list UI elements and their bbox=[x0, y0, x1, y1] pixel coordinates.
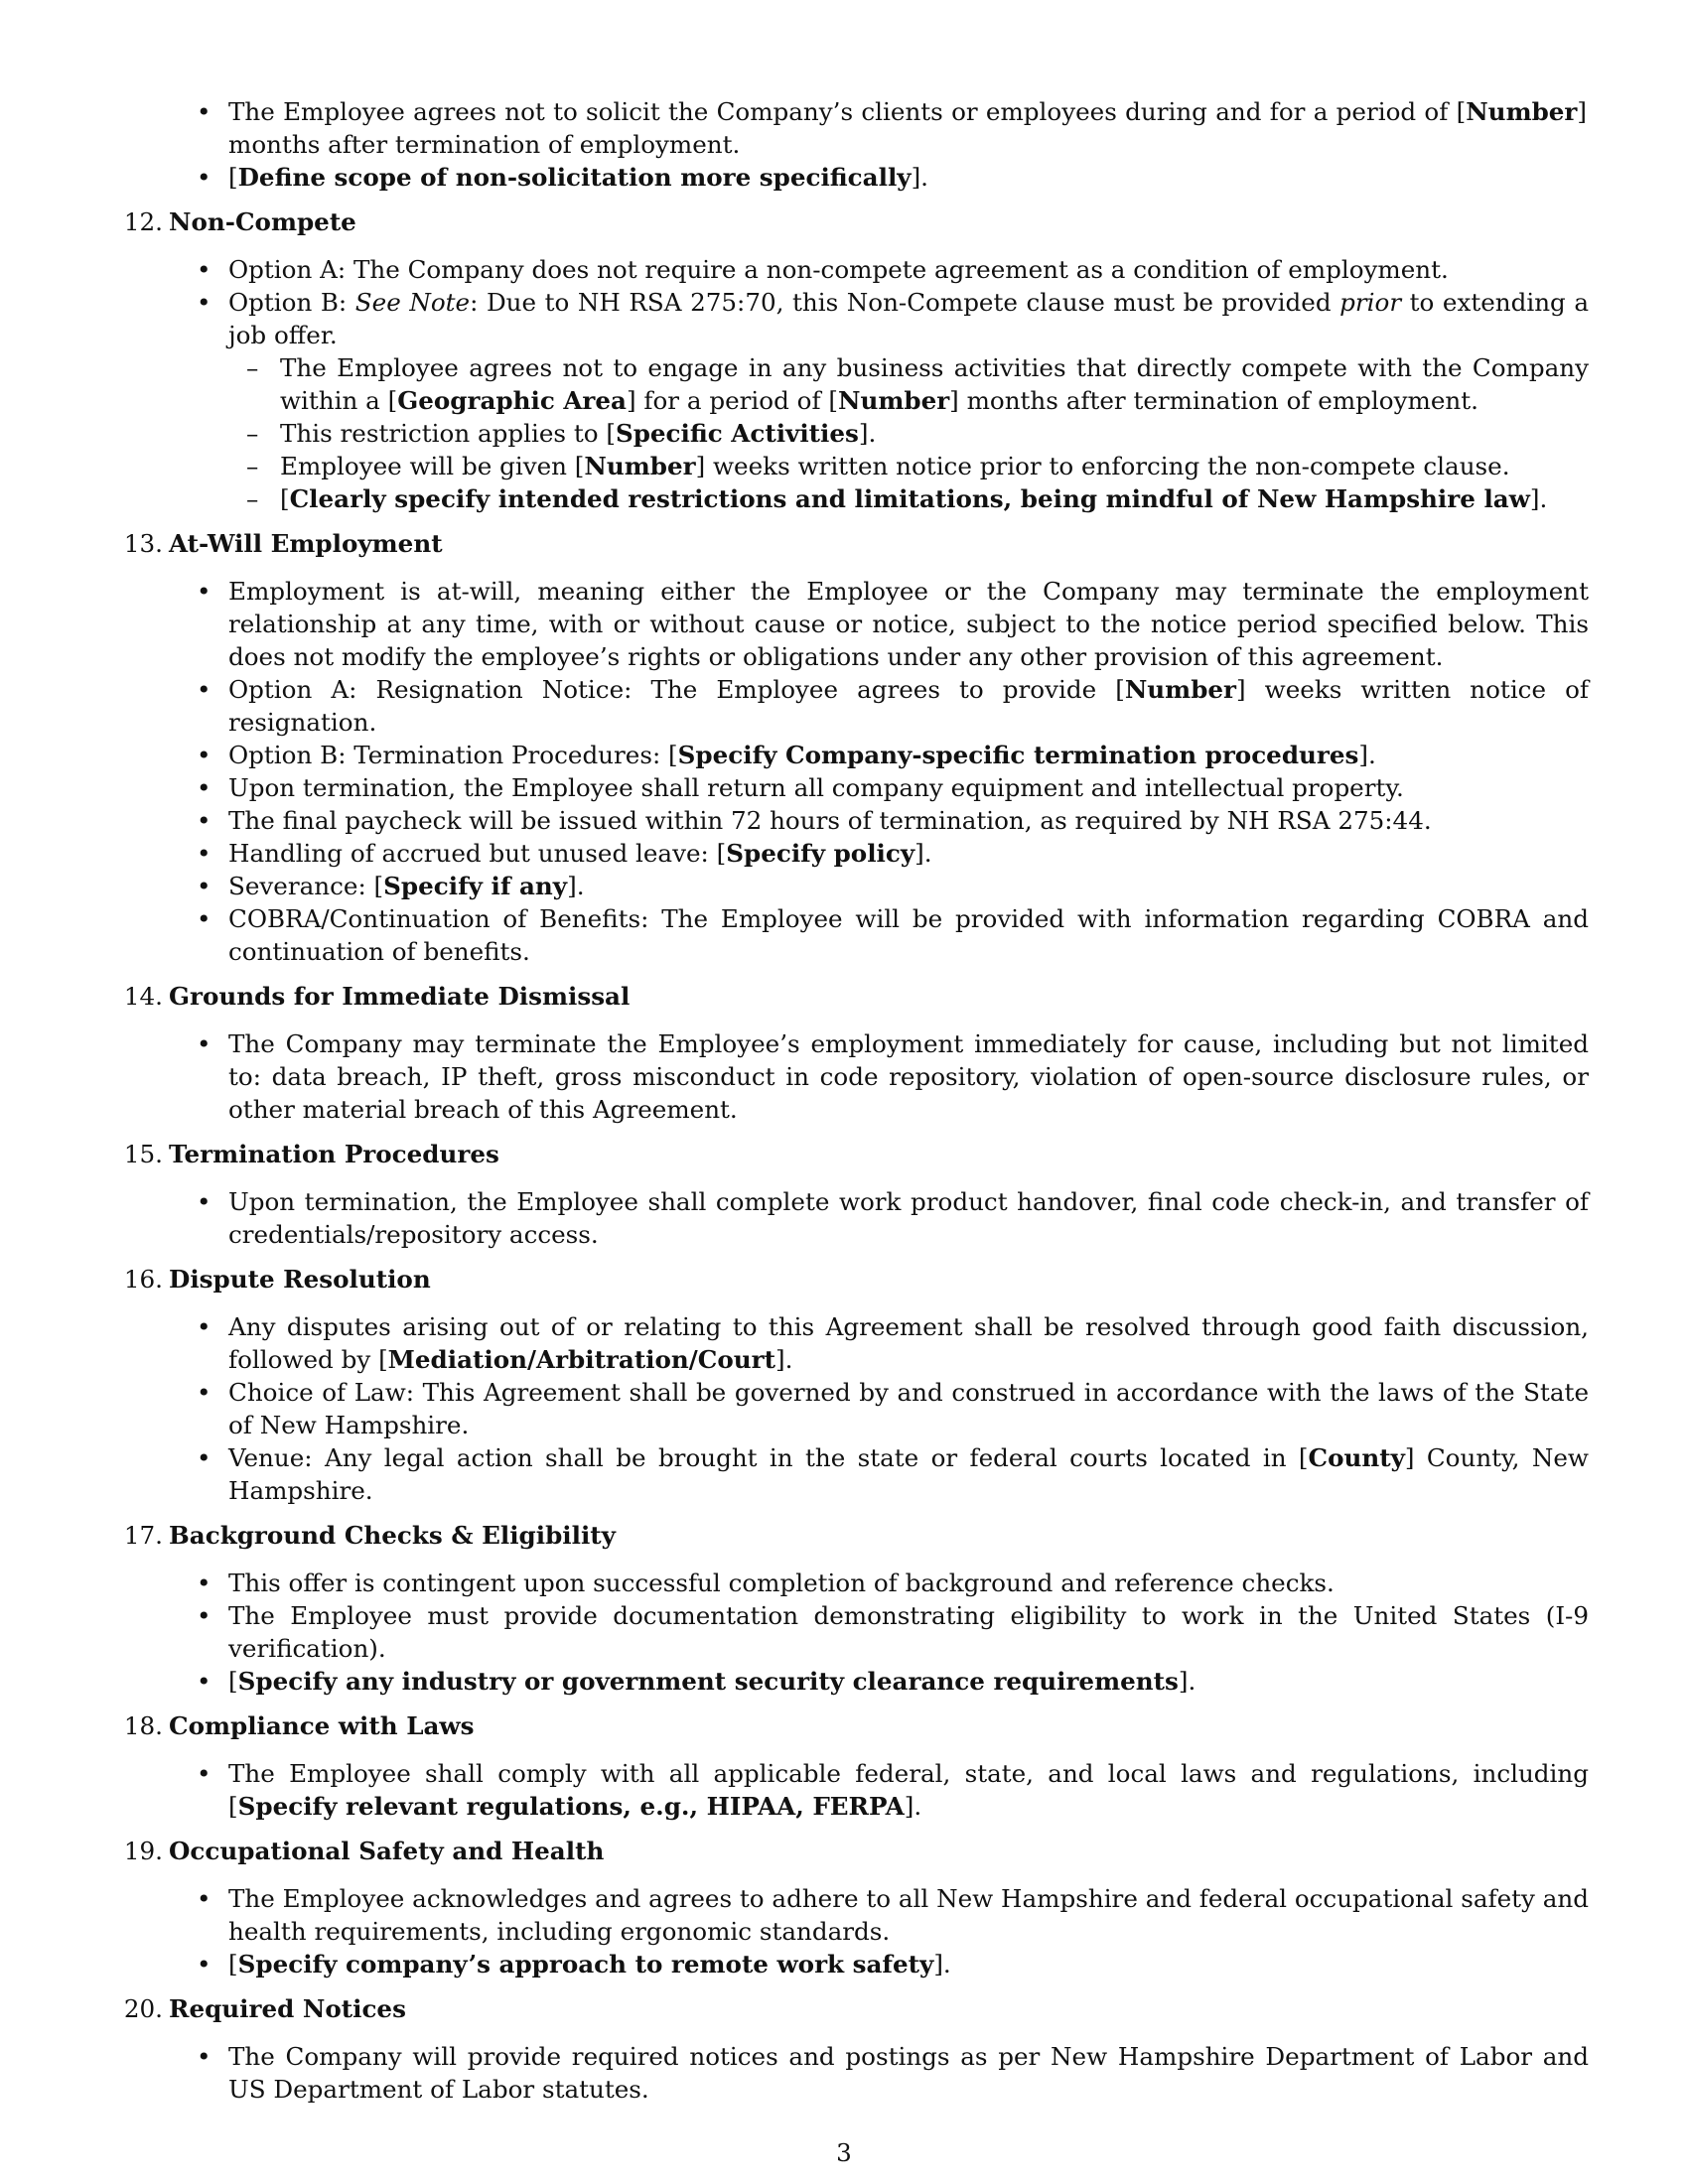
section-17 bbox=[119, 1519, 1589, 1698]
section-number: 14 . bbox=[115, 980, 163, 1013]
bullet-item bbox=[119, 1310, 1589, 1376]
emphasis-text: See Note bbox=[354, 288, 471, 317]
text-run: [ bbox=[228, 1950, 238, 1979]
placeholder-field: Number bbox=[1124, 675, 1236, 704]
bullet-list bbox=[119, 1882, 1589, 1980]
text-run: ]. bbox=[1178, 1667, 1196, 1696]
text-run: Employee will be given [ bbox=[280, 452, 585, 480]
text-run: The Employee agrees not to engage in any business activities that directly compete with the Company within a [ bbox=[280, 353, 1589, 415]
placeholder-field: Number bbox=[584, 452, 696, 480]
section-19 bbox=[119, 1835, 1589, 1980]
bullet-item bbox=[119, 1665, 1589, 1698]
text-run: ]. bbox=[774, 1345, 793, 1374]
text-run: Handling of accrued but unused leave: [ bbox=[228, 839, 727, 868]
section-title: Background Checks & Eligibility bbox=[169, 1521, 616, 1550]
text-run: ] for a period of [ bbox=[626, 386, 838, 415]
bullet-item bbox=[119, 771, 1589, 804]
text-run: ] weeks written notice prior to enforcing the non-compete clause. bbox=[695, 452, 1510, 480]
bullet-item bbox=[119, 1441, 1589, 1507]
section-title: Required Notices bbox=[169, 1994, 406, 2023]
text-run: ] County, New Hampshire. bbox=[228, 1443, 1589, 1505]
placeholder-field: Mediation/Arbitration/Court bbox=[387, 1345, 775, 1374]
text-run: ] weeks written notice of resignation. bbox=[228, 675, 1589, 737]
bullet-list bbox=[119, 1185, 1589, 1251]
section-container bbox=[119, 205, 1589, 2106]
bullet-list bbox=[119, 575, 1589, 968]
placeholder-field: Specify Company-specific termination procedures bbox=[677, 741, 1359, 769]
section-heading bbox=[119, 1519, 1589, 1552]
placeholder-field: Specify policy bbox=[726, 839, 915, 868]
bullet-list bbox=[119, 1757, 1589, 1823]
non-solicitation-list bbox=[119, 95, 1589, 194]
text-run: Option A: The Company does not require a non-compete agreement as a condition of employment. bbox=[228, 255, 1449, 284]
text-run: [ bbox=[228, 163, 238, 192]
section-14 bbox=[119, 980, 1589, 1126]
sub-item bbox=[228, 482, 1589, 515]
bullet-list bbox=[119, 1310, 1589, 1507]
emphasis-text: prior bbox=[1339, 288, 1402, 317]
text-run: ]. bbox=[567, 872, 585, 900]
bullet-item bbox=[119, 804, 1589, 837]
bullet-item bbox=[119, 286, 1589, 515]
text-run: The final paycheck will be issued within 72 hours of termination, as required by NH RSA 275:44. bbox=[228, 806, 1432, 835]
document-body bbox=[119, 95, 1589, 2106]
bullet-item bbox=[119, 161, 1587, 194]
text-run: The Employee must provide documentation demonstrating eligibility to work in the United States (I-9 verification). bbox=[228, 1601, 1589, 1663]
text-run: The Company may terminate the Employee’s employment immediately for cause, including but not limited to: data breach, IP theft, gross misconduct in code repository, violation of open-source disclosure rules, or other material breach of this Agreement. bbox=[228, 1029, 1589, 1124]
bullet-item bbox=[119, 870, 1589, 902]
bullet-list bbox=[119, 253, 1589, 515]
section-title: Occupational Safety and Health bbox=[169, 1837, 605, 1865]
text-run: Employment is at-will, meaning either the Employee or the Company may terminate the employment relationship at any time, with or without cause or notice, subject to the notice period specified below. This does not modify the employee’s rights or obligations under any other provision of this agreement. bbox=[228, 577, 1589, 671]
section-number: 17 . bbox=[115, 1519, 163, 1552]
bullet-item bbox=[119, 673, 1589, 739]
text-run: ]. bbox=[911, 163, 928, 192]
bullet-item bbox=[119, 1376, 1589, 1441]
section-number: 18 . bbox=[115, 1709, 163, 1742]
placeholder-field: Number bbox=[1466, 97, 1578, 126]
text-run: The Employee shall comply with all applicable federal, state, and local laws and regulations, including [ bbox=[228, 1759, 1589, 1821]
section-title: Compliance with Laws bbox=[169, 1711, 475, 1740]
text-run: COBRA/Continuation of Benefits: The Employee will be provided with information regarding COBRA and continuation of benefits. bbox=[228, 904, 1589, 966]
section-number: 20 . bbox=[115, 1992, 163, 2025]
text-run: Any disputes arising out of or relating to this Agreement shall be resolved through good faith discussion, followed by [ bbox=[228, 1312, 1589, 1374]
text-run: ]. bbox=[1358, 741, 1376, 769]
text-run: Option A: Resignation Notice: The Employee agrees to provide [ bbox=[228, 675, 1125, 704]
text-run: This restriction applies to [ bbox=[280, 419, 616, 448]
text-run: This offer is contingent upon successful completion of background and reference checks. bbox=[228, 1569, 1335, 1597]
section-12 bbox=[119, 205, 1589, 515]
text-run: Option B: bbox=[228, 288, 355, 317]
bullet-item bbox=[119, 1185, 1589, 1251]
section-number: 15 . bbox=[115, 1138, 163, 1170]
section-title: Non-Compete bbox=[169, 207, 356, 236]
text-run: ]. bbox=[914, 839, 932, 868]
bullet-item bbox=[119, 1882, 1589, 1948]
text-run: Venue: Any legal action shall be brought in the state or federal courts located in [ bbox=[228, 1443, 1309, 1472]
bullet-list bbox=[119, 1567, 1589, 1698]
text-run: Choice of Law: This Agreement shall be governed by and construed in accordance with the laws of the State of New Hampshire. bbox=[228, 1378, 1589, 1439]
bullet-item bbox=[119, 575, 1589, 673]
text-run: Upon termination, the Employee shall return all company equipment and intellectual property. bbox=[228, 773, 1404, 802]
bullet-item bbox=[119, 1027, 1589, 1126]
placeholder-field: Geographic Area bbox=[397, 386, 627, 415]
text-run: : Due to NH RSA 275:70, this Non-Compete clause must be provided bbox=[470, 288, 1340, 317]
sub-list bbox=[228, 351, 1589, 515]
text-run: ] months after termination of employment. bbox=[228, 97, 1587, 159]
section-heading bbox=[119, 1138, 1589, 1170]
placeholder-field: Specify relevant regulations, e.g., HIPAA, FERPA bbox=[237, 1792, 905, 1821]
sub-item bbox=[228, 351, 1589, 417]
placeholder-field: Specify any industry or government security clearance requirements bbox=[237, 1667, 1179, 1696]
text-run: Severance: [ bbox=[228, 872, 384, 900]
section-number: 12 . bbox=[115, 205, 163, 238]
bullet-item bbox=[119, 739, 1589, 771]
section-title: Termination Procedures bbox=[169, 1140, 499, 1168]
bullet-list bbox=[119, 1027, 1589, 1126]
section-title: Dispute Resolution bbox=[169, 1265, 431, 1294]
bullet-item bbox=[119, 1757, 1589, 1823]
bullet-item bbox=[119, 2040, 1589, 2106]
text-run: [ bbox=[228, 1667, 238, 1696]
text-run: to extending a job offer. bbox=[228, 288, 1590, 349]
text-run: Upon termination, the Employee shall complete work product handover, final code check-in, and transfer of credentials/repository access. bbox=[228, 1187, 1589, 1249]
section-15 bbox=[119, 1138, 1589, 1251]
section-number: 19 . bbox=[115, 1835, 163, 1867]
placeholder-field: Specific Activities bbox=[615, 419, 859, 448]
bullet-item bbox=[119, 95, 1587, 161]
section-20 bbox=[119, 1992, 1589, 2106]
section-heading bbox=[119, 1835, 1589, 1867]
text-run: ]. bbox=[858, 419, 877, 448]
bullet-item bbox=[119, 1567, 1589, 1599]
section-heading bbox=[119, 205, 1589, 238]
bullet-item bbox=[119, 837, 1589, 870]
sub-item bbox=[228, 417, 1589, 450]
bullet-item bbox=[119, 1948, 1589, 1980]
placeholder-field: Number bbox=[837, 386, 950, 415]
text-run: ]. bbox=[933, 1950, 951, 1979]
section-title: At-Will Employment bbox=[169, 529, 443, 558]
placeholder-field: Define scope of non-solicitation more specifically bbox=[237, 163, 912, 192]
section-heading bbox=[119, 527, 1589, 560]
bullet-item bbox=[119, 1599, 1589, 1665]
placeholder-field: Clearly specify intended restrictions and limitations, being mindful of New Hampshire law bbox=[289, 484, 1530, 513]
text-run: ] months after termination of employment. bbox=[949, 386, 1478, 415]
text-run: The Employee acknowledges and agrees to adhere to all New Hampshire and federal occupational safety and health requirements, including ergonomic standards. bbox=[228, 1884, 1589, 1946]
section-heading bbox=[119, 1263, 1589, 1296]
placeholder-field: Specify company’s approach to remote work safety bbox=[237, 1950, 934, 1979]
sub-item bbox=[228, 450, 1589, 482]
section-title: Grounds for Immediate Dismissal bbox=[169, 982, 631, 1011]
bullet-item bbox=[119, 902, 1589, 968]
text-run: ]. bbox=[904, 1792, 922, 1821]
bullet-list bbox=[119, 2040, 1589, 2106]
text-run: ]. bbox=[1529, 484, 1548, 513]
bullet-item bbox=[119, 253, 1589, 286]
placeholder-field: Specify if any bbox=[383, 872, 568, 900]
text-run: Option B: Termination Procedures: [ bbox=[228, 741, 678, 769]
section-number: 13 . bbox=[115, 527, 163, 560]
section-heading bbox=[119, 980, 1589, 1013]
section-13 bbox=[119, 527, 1589, 968]
section-18 bbox=[119, 1709, 1589, 1823]
page-number: 3 bbox=[836, 2138, 852, 2167]
section-number: 16 . bbox=[115, 1263, 163, 1296]
text-run: [ bbox=[280, 484, 290, 513]
section-heading bbox=[119, 1709, 1589, 1742]
text-run: The Company will provide required notices and postings as per New Hampshire Department of Labor and US Department of Labor statutes. bbox=[228, 2042, 1589, 2104]
section-16 bbox=[119, 1263, 1589, 1507]
text-run: The Employee agrees not to solicit the Company’s clients or employees during and for a period of [ bbox=[228, 97, 1467, 126]
placeholder-field: County bbox=[1308, 1443, 1405, 1472]
section-heading bbox=[119, 1992, 1589, 2025]
